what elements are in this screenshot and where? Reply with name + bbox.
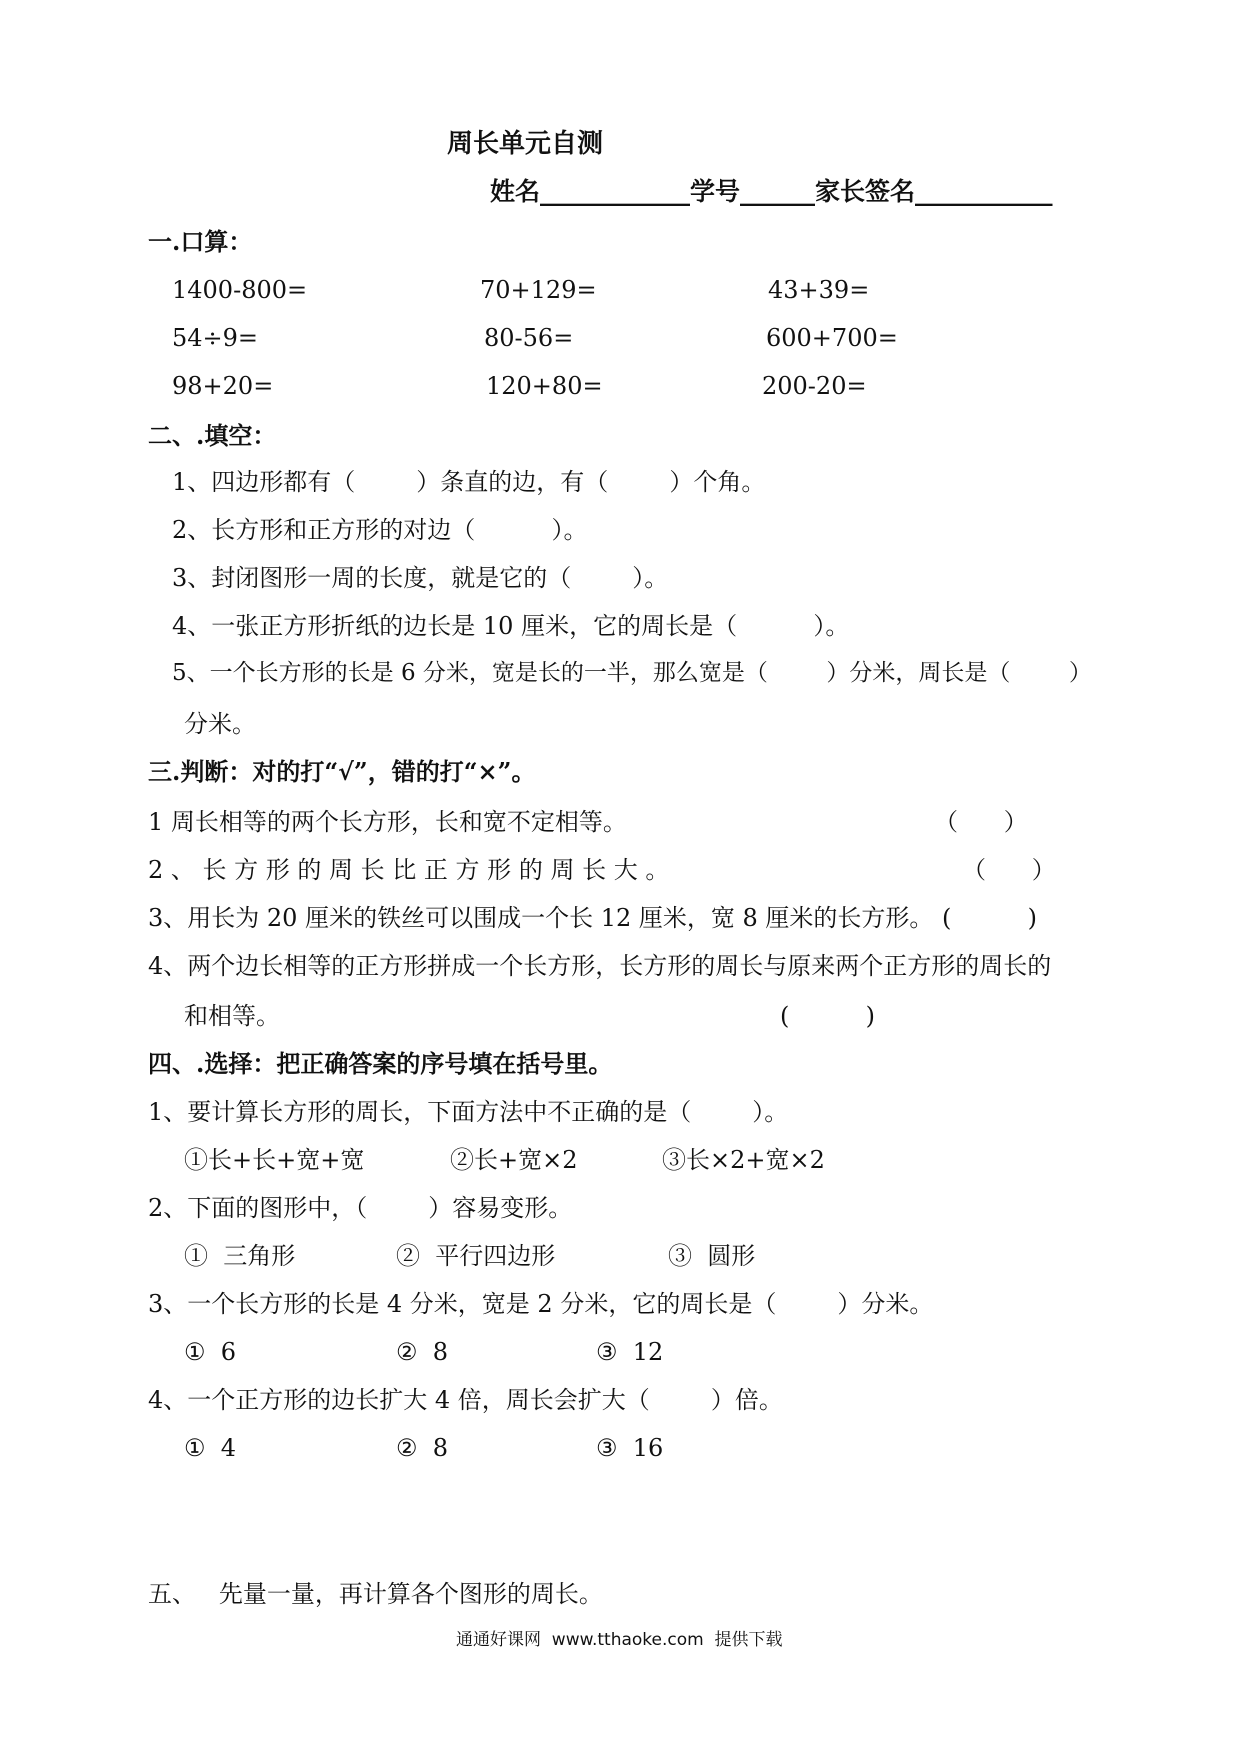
- judge-question: 2 、 长 方 形 的 周 长 比 正 方 形 的 周 长 大 。: [148, 856, 670, 884]
- choice-option: ② 8: [396, 1434, 449, 1462]
- fill-question-continued: 分米。: [184, 710, 256, 738]
- fill-question: 2、长方形和正方形的对边（ ）。: [172, 516, 588, 544]
- choice-option: ③ 12: [596, 1338, 664, 1366]
- fill-question: 4、一张正方形折纸的边长是 10 厘米，它的周长是（ ）。: [172, 612, 850, 640]
- choice-option: ② 平行四边形: [396, 1242, 556, 1270]
- calc-item: 600+700=: [766, 324, 898, 352]
- judge-question: 4、两个边长相等的正方形拼成一个长方形，长方形的周长与原来两个正方形的周长的: [148, 952, 1052, 980]
- section5-heading: 五、 先量一量，再计算各个图形的周长。: [148, 1580, 603, 1608]
- judge-question-continued: 和相等。: [184, 1002, 280, 1030]
- choice-option: ① 三角形: [184, 1242, 296, 1270]
- answer-parentheses: ( ): [780, 1002, 876, 1030]
- choice-option: ② 8: [396, 1338, 449, 1366]
- judge-question: 3、用长为 20 厘米的铁丝可以围成一个长 12 厘米，宽 8 厘米的长方形。: [148, 904, 934, 932]
- choice-option: ③长×2+宽×2: [662, 1146, 825, 1174]
- calc-item: 1400-800=: [172, 276, 308, 304]
- answer-parentheses: （ ）: [934, 808, 1028, 836]
- choice-option: ②长+宽×2: [450, 1146, 578, 1174]
- calc-item: 54÷9=: [172, 324, 259, 352]
- section3-heading: 三.判断：对的打“√”，错的打“×”。: [148, 757, 536, 786]
- choice-option: ①长+长+宽+宽: [184, 1146, 365, 1174]
- calc-item: 80-56=: [484, 324, 574, 352]
- fill-question: 5、一个长方形的长是 6 分米，宽是长的一半，那么宽是（ ）分米，周长是（ ）: [172, 660, 1092, 686]
- fill-question: 3、封闭图形一周的长度，就是它的（ ）。: [172, 564, 669, 592]
- choice-option: ① 6: [184, 1338, 237, 1366]
- calc-item: 120+80=: [486, 372, 603, 400]
- page-title: 周长单元自测: [447, 129, 604, 159]
- choice-question: 1、要计算长方形的周长，下面方法中不正确的是（ ）。: [148, 1098, 789, 1126]
- choice-option: ① 4: [184, 1434, 237, 1462]
- section2-heading: 二、.填空：: [148, 421, 277, 450]
- choice-question: 3、一个长方形的长是 4 分米，宽是 2 分米，它的周长是（ ）分米。: [148, 1290, 934, 1318]
- page-footer: 通通好课网 www.tthaoke.com 提供下载: [456, 1630, 783, 1650]
- answer-parentheses: （ ）: [962, 856, 1056, 884]
- answer-parentheses: ( ): [942, 904, 1038, 932]
- calc-item: 70+129=: [480, 276, 597, 304]
- section1-heading: 一.口算：: [148, 227, 253, 256]
- calc-item: 98+20=: [172, 372, 274, 400]
- choice-question: 2、下面的图形中，（ ）容易变形。: [148, 1194, 573, 1222]
- judge-question: 1 周长相等的两个长方形，长和宽不定相等。: [148, 808, 627, 836]
- calc-item: 43+39=: [768, 276, 870, 304]
- choice-option: ③ 圆形: [668, 1242, 756, 1270]
- fill-question: 1、四边形都有（ ）条直的边，有（ ）个角。: [172, 468, 766, 496]
- student-info-line: 姓名____________学号______家长签名___________: [490, 177, 1053, 206]
- calc-item: 200-20=: [762, 372, 867, 400]
- choice-option: ③ 16: [596, 1434, 664, 1462]
- section4-heading: 四、.选择：把正确答案的序号填在括号里。: [148, 1049, 613, 1078]
- choice-question: 4、一个正方形的边长扩大 4 倍，周长会扩大（ ）倍。: [148, 1386, 783, 1414]
